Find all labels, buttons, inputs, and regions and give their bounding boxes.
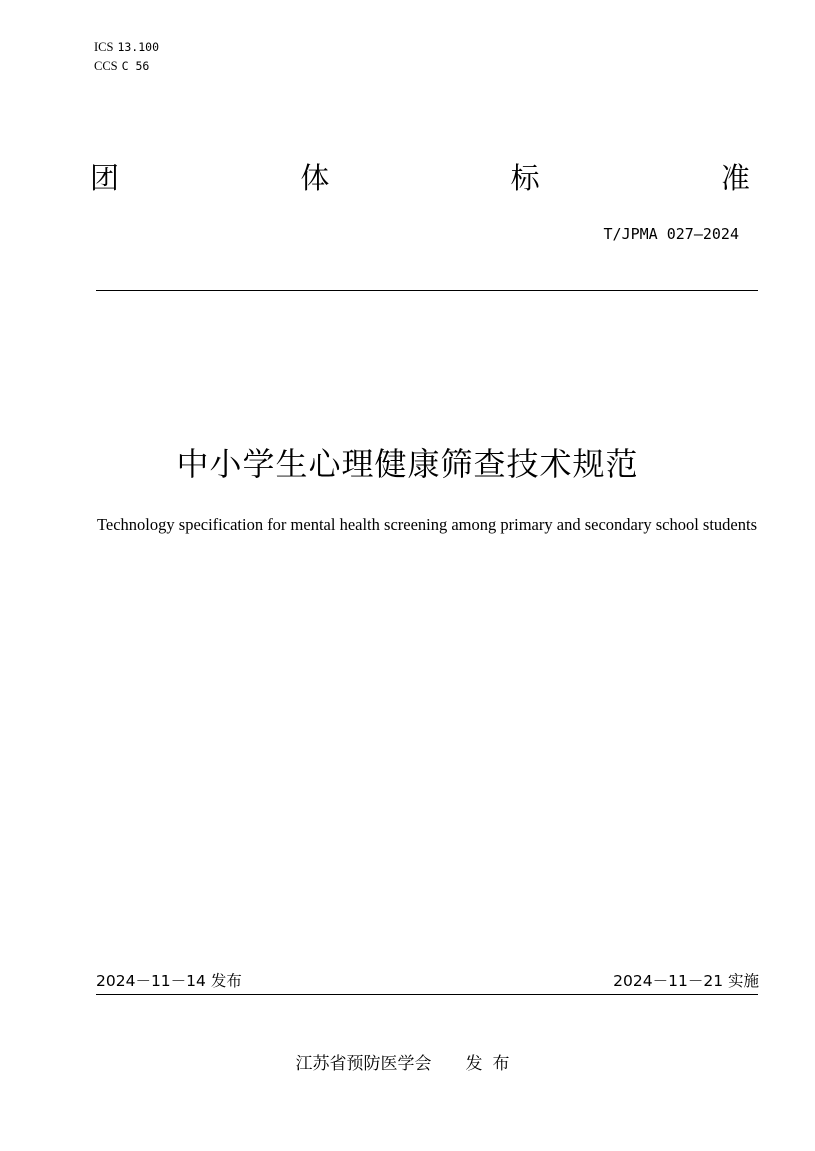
ccs-label: CCS	[94, 59, 118, 73]
standard-type-heading	[90, 158, 750, 198]
standard-code: T/JPMA 027—2024	[603, 225, 739, 243]
publish-action: 发布	[465, 1054, 520, 1074]
ccs-value: C 56	[121, 59, 150, 73]
ics-line	[94, 38, 159, 57]
standard-type-char: 体	[300, 161, 330, 195]
standard-type-char: 准	[720, 161, 750, 195]
implementation-date: 2024－11－21 实施	[613, 972, 759, 990]
standard-type-char: 团	[90, 161, 120, 195]
publisher-line	[0, 1052, 815, 1076]
publisher-organization: 江苏省预防医学会	[295, 1054, 432, 1074]
document-title-chinese: 中小学生心理健康筛查技术规范	[176, 445, 639, 483]
ics-value: 13.100	[117, 40, 159, 54]
standard-type-char: 标	[510, 161, 540, 195]
document-title-english: Technology specification for mental health screening among primary and secondary school students	[96, 515, 758, 534]
ccs-line	[94, 57, 159, 76]
classification-codes	[94, 38, 159, 76]
bottom-divider	[96, 994, 758, 995]
ics-label: ICS	[94, 40, 114, 54]
publish-date: 2024－11－14 发布	[96, 972, 242, 990]
top-divider	[96, 290, 758, 291]
